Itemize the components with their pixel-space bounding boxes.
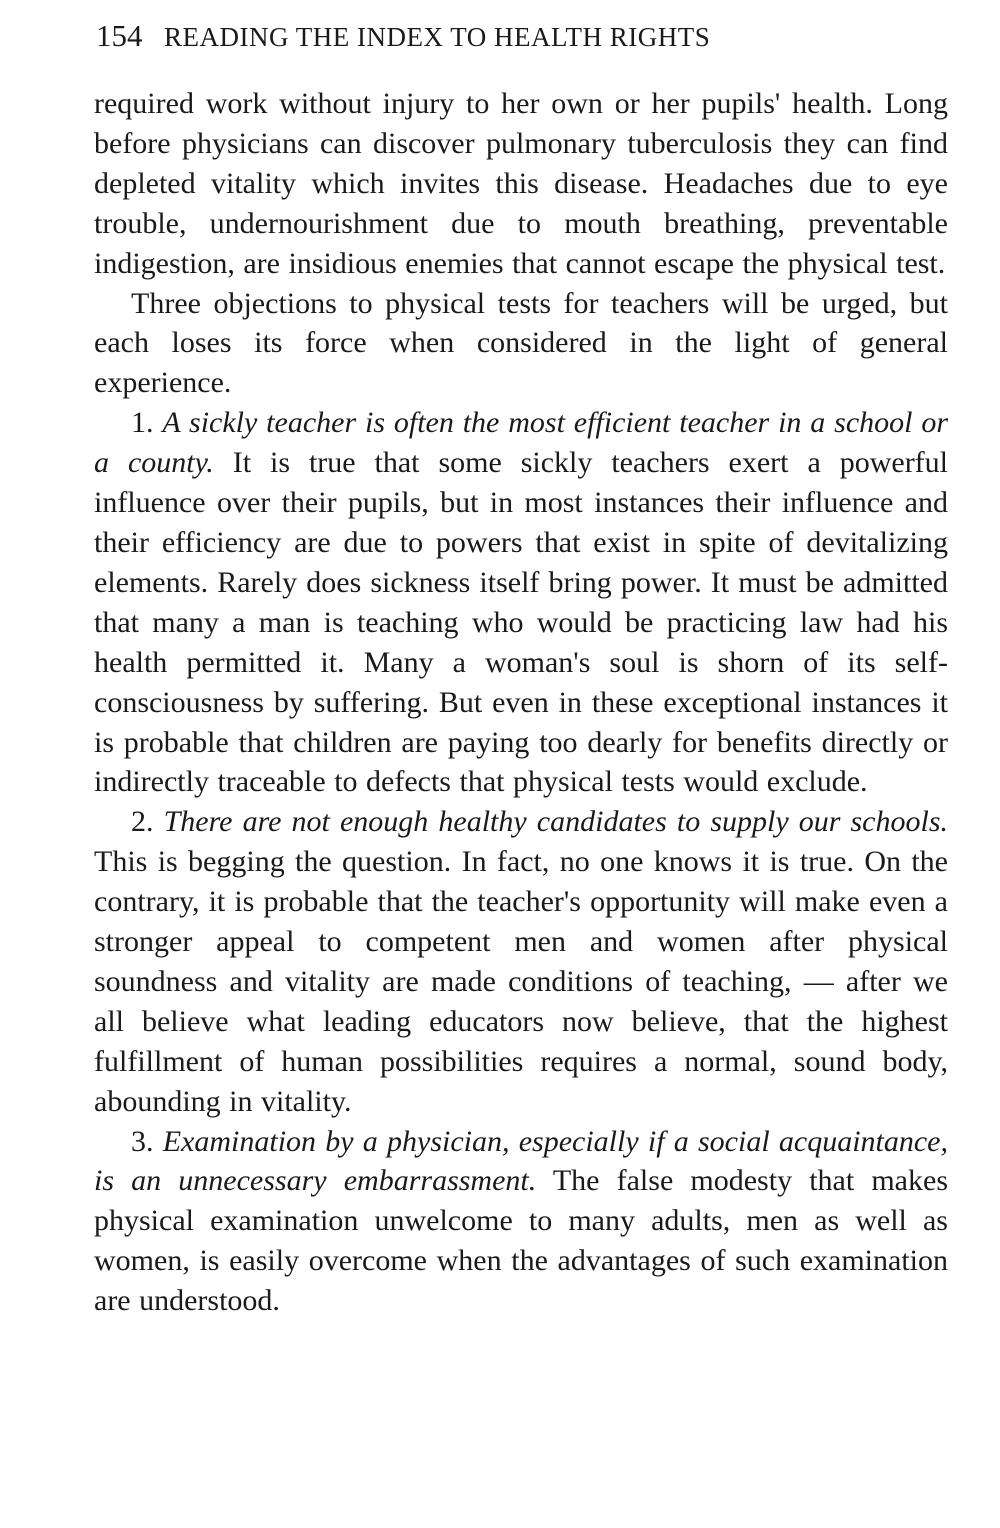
objection-2: [94, 802, 948, 1121]
paragraph-objections-intro: [94, 284, 948, 404]
objection-heading: A sickly teacher is often the most efficient teacher in a school or a county.: [94, 406, 949, 480]
objection-number: 2.: [131, 805, 154, 839]
objection-heading: Examination by a physician, especially if a social acquaintance, is an unnecessary embarrassment.: [94, 1124, 949, 1198]
objection-heading: There are not enough healthy candidates to supply our schools.: [163, 805, 949, 839]
objection-3: [94, 1122, 948, 1322]
objection-number: 1.: [131, 406, 154, 440]
objection-number: 3.: [131, 1124, 154, 1158]
running-head: [96, 14, 896, 59]
paragraph-text: Three objections to physical tests for teachers will be urged, but each loses its force when considered in the light of general experience.: [94, 286, 948, 400]
paragraph-text: required work without injury to her own or her pupils' health. Long before physicians can discover pulmonary tuberculosis they can find depleted vitality which invites this disease. Headaches due to eye trouble, undernourishment due to mouth breathing, preventable indigestion, are insidious enemies that cannot escape the physical test.: [94, 87, 948, 280]
objection-1: [94, 403, 948, 802]
objection-text: The false modesty that makes physical examination unwelcome to many adults, men as well as women, is easily overcome when the advantages of such examination are understood.: [94, 1164, 948, 1318]
body-text: [94, 84, 948, 1321]
paragraph-continuation: [94, 84, 948, 284]
running-title: READING THE INDEX TO HEALTH RIGHTS: [164, 22, 711, 52]
objection-text: It is true that some sickly teachers exert a powerful influence over their pupils, but in most instances their influence and their efficiency are due to powers that exist in spite of devitalizing elements. Rarely does sickness itself bring power. It must be admitted that many a man is teaching who would be practicing law had his health permitted it. Many a woman's soul is shorn of its self-consciousness by suffering. But even in these exceptional instances it is probable that children are paying too dearly for benefits directly or indirectly traceable to defects that physical tests would exclude.: [94, 446, 949, 799]
page-number: 154: [96, 18, 143, 53]
objection-text: This is begging the question. In fact, no one knows it is true. On the contrary, it is probable that the teacher's opportunity will make even a stronger appeal to competent men and women after physical soundness and vitality are made conditions of teaching, — after we all believe what leading educators now believe, that the highest fulfillment of human possibilities requires a normal, sound body, abounding in vitality.: [94, 845, 948, 1118]
